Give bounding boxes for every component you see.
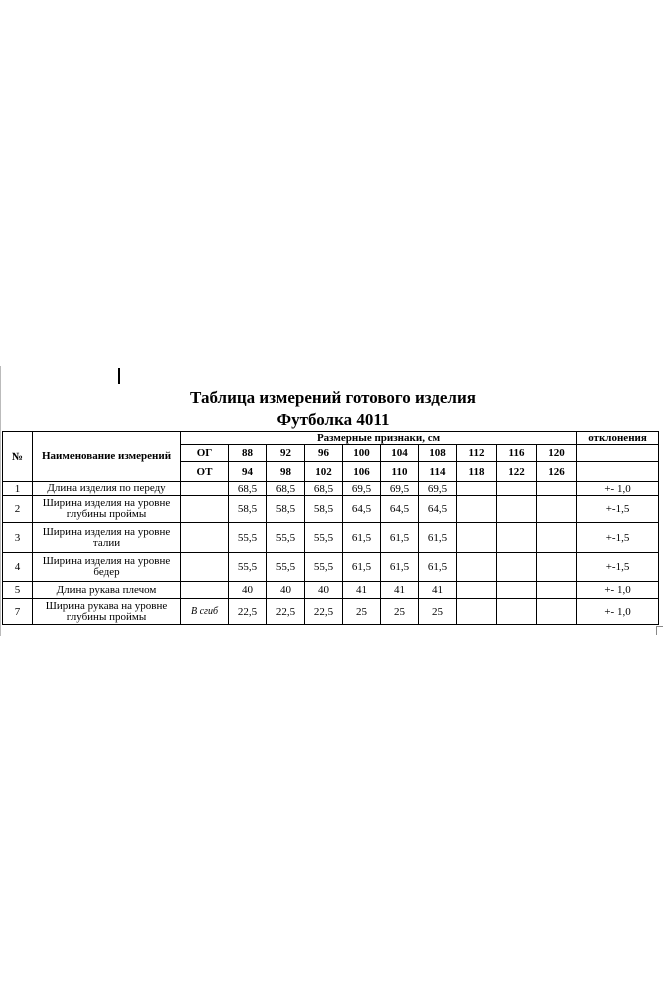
ot-cell: 126 [537,462,577,482]
og-cell: 104 [381,445,419,462]
measurements-table [2,431,659,625]
value-cell [497,496,537,523]
value-cell: 22,5 [229,599,267,625]
value-cell: 58,5 [305,496,343,523]
value-cell [537,523,577,553]
row-num: 1 [3,482,33,496]
value-cell [537,496,577,523]
row-num: 5 [3,582,33,599]
og-cell: 92 [267,445,305,462]
value-cell [537,582,577,599]
value-cell: 64,5 [381,496,419,523]
header-num: № [3,432,33,482]
value-cell: 58,5 [267,496,305,523]
value-cell [457,599,497,625]
row-name: Ширина изделия на уровне глубины проймы [33,496,181,523]
row-name: Ширина изделия на уровне бедер [33,553,181,582]
value-cell: 61,5 [419,523,457,553]
value-cell: 61,5 [419,553,457,582]
row-name: Ширина изделия на уровне талии [33,523,181,553]
ot-cell: 118 [457,462,497,482]
deviation-blank [577,462,659,482]
value-cell: 25 [343,599,381,625]
value-cell: 55,5 [229,553,267,582]
row-note [181,523,229,553]
table-row [3,582,659,599]
ot-cell: 114 [419,462,457,482]
deviation-cell: +- 1,0 [577,599,659,625]
value-cell: 22,5 [305,599,343,625]
value-cell [497,599,537,625]
ot-cell: 122 [497,462,537,482]
ot-cell: 106 [343,462,381,482]
value-cell: 69,5 [381,482,419,496]
og-cell: 116 [497,445,537,462]
og-cell: 112 [457,445,497,462]
header-og: ОГ [181,445,229,462]
header-sizes: Размерные признаки, см [181,432,577,445]
header-deviation: отклонения [577,432,659,445]
value-cell: 58,5 [229,496,267,523]
row-name: Ширина рукава на уровне глубины проймы [33,599,181,625]
value-cell: 40 [229,582,267,599]
value-cell [457,582,497,599]
value-cell [537,482,577,496]
row-note [181,496,229,523]
row-note: В сгиб [181,599,229,625]
table-row [3,482,659,496]
value-cell: 25 [381,599,419,625]
ot-cell: 102 [305,462,343,482]
og-cell: 100 [343,445,381,462]
row-note [181,553,229,582]
og-cell: 120 [537,445,577,462]
value-cell: 61,5 [381,553,419,582]
og-cell: 96 [305,445,343,462]
deviation-cell: +-1,5 [577,496,659,523]
deviation-cell: +-1,5 [577,553,659,582]
row-num: 2 [3,496,33,523]
corner-mark [656,626,663,635]
text-cursor [118,368,120,384]
value-cell [497,482,537,496]
row-name: Длина изделия по переду [33,482,181,496]
value-cell [497,523,537,553]
og-cell: 108 [419,445,457,462]
value-cell: 55,5 [305,553,343,582]
value-cell [497,582,537,599]
value-cell: 22,5 [267,599,305,625]
value-cell: 41 [381,582,419,599]
header-ot: ОТ [181,462,229,482]
row-num: 7 [3,599,33,625]
value-cell: 61,5 [343,553,381,582]
ot-cell: 94 [229,462,267,482]
header-name: Наименование измерений [33,432,181,482]
value-cell: 69,5 [419,482,457,496]
row-num: 4 [3,553,33,582]
value-cell: 68,5 [267,482,305,496]
value-cell [457,553,497,582]
value-cell [457,523,497,553]
value-cell: 41 [419,582,457,599]
deviation-cell: +- 1,0 [577,482,659,496]
ot-cell: 98 [267,462,305,482]
value-cell [497,553,537,582]
value-cell: 40 [305,582,343,599]
value-cell [457,496,497,523]
row-name: Длина рукава плечом [33,582,181,599]
value-cell: 61,5 [381,523,419,553]
row-note [181,582,229,599]
value-cell: 55,5 [267,523,305,553]
value-cell: 55,5 [305,523,343,553]
table-row [3,523,659,553]
value-cell [537,599,577,625]
table-row [3,496,659,523]
ot-cell: 110 [381,462,419,482]
deviation-cell: +- 1,0 [577,582,659,599]
value-cell [537,553,577,582]
value-cell: 61,5 [343,523,381,553]
value-cell: 41 [343,582,381,599]
product-title: Футболка 4011 [276,410,390,429]
og-cell: 88 [229,445,267,462]
value-cell: 68,5 [229,482,267,496]
value-cell: 55,5 [229,523,267,553]
value-cell: 68,5 [305,482,343,496]
value-cell: 55,5 [267,553,305,582]
table-title: Таблица измерений готового изделия [190,388,476,407]
value-cell: 25 [419,599,457,625]
table-row [3,553,659,582]
value-cell: 69,5 [343,482,381,496]
row-note [181,482,229,496]
value-cell [457,482,497,496]
table-row [3,599,659,625]
deviation-blank [577,445,659,462]
row-num: 3 [3,523,33,553]
deviation-cell: +-1,5 [577,523,659,553]
value-cell: 40 [267,582,305,599]
value-cell: 64,5 [343,496,381,523]
value-cell: 64,5 [419,496,457,523]
